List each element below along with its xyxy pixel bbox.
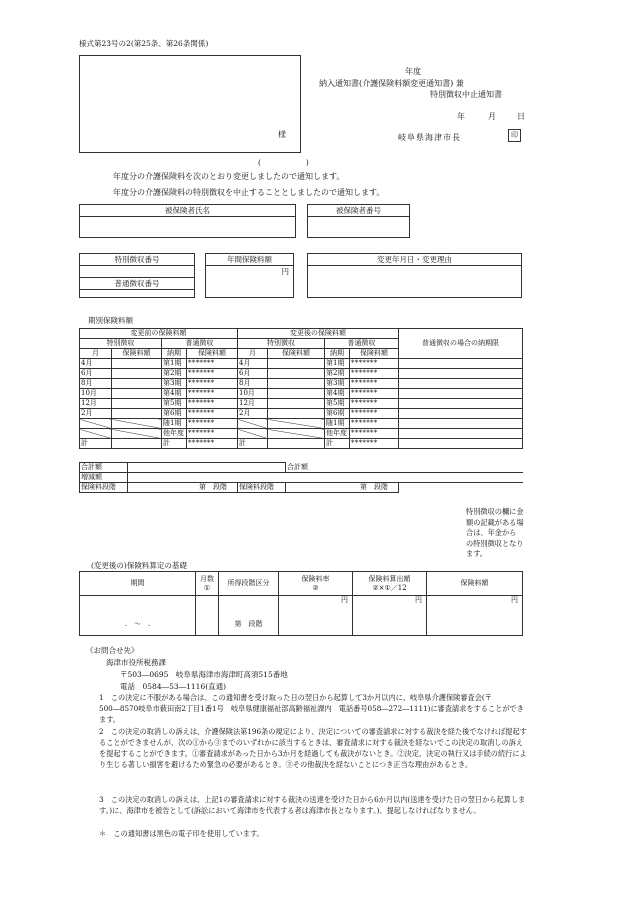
annual-premium-box [205,253,294,298]
masked-amount: ******* [350,439,399,449]
date-month: 月 [488,112,496,121]
basis-rate-yen: 円 [279,596,353,636]
sama-label: 様 [278,130,286,139]
table-row [80,419,523,429]
summary-table [79,462,523,493]
address-box [79,55,301,153]
term-cell: 第2期 [162,369,187,379]
level-value: 第 段階 [286,483,399,493]
total-cell: 計 [325,439,350,449]
insured-name-box [79,204,296,238]
note-4: ＊ この通知書は黒色の電子印を使用しています。 [99,829,264,838]
contact-address: 〒503―0695 岐阜県海津市海津町高須515番地 [120,670,288,679]
grand-total-after: 合計額 [286,463,523,473]
term-cell: 随1期 [325,419,350,429]
total-cell: 計 [80,439,112,449]
month-cell: 4月 [238,359,268,369]
change-reason-label: 変更年月日・変更理由 [308,254,521,266]
after-header: 変更後の保険料額 [238,329,399,339]
col-premium: 保険料額 [112,349,162,359]
table-row [80,389,523,399]
masked-amount: ******* [350,419,399,429]
before-normal-header: 普通徴収 [162,339,238,349]
basis-header-calc: 保険料算出額 ②×①／12 [353,572,427,596]
month-cell: 4月 [80,359,112,369]
annual-premium-yen: 円 [281,267,289,276]
intro-line1: 年度分の介護保険料を次のとおり変更しましたので通知します。 [113,172,345,181]
date-day: 日 [517,112,525,121]
masked-amount: ******* [350,429,399,439]
term-cell: 随1期 [162,419,187,429]
term-cell: 他年度 [162,429,187,439]
seal-stamp: 印 [508,129,521,142]
masked-amount: ******* [187,359,238,369]
annual-premium-label: 年間保険料額 [206,254,293,266]
note-2: 2 この決定の取消しの訴えは、介護保険法第196条の規定により、決定についての審査請求に対する裁決を経た後でなければ提起することができませんが、次の①から③までのいずれかに該当するときは、審査請求に対する裁決を経ないでこの決定の取消しの訴えを提起することができます。①審査請求があった日から3か月を経過しても裁決がないとき。②決定、決定の執行又は手続の続行により生じる著しい損害を避けるため緊急の必要があるとき。③その他裁決を経ないことにつき正当な理由があるとき。 [99,727,527,769]
contact-heading: 《お問合せ先》 [86,646,139,655]
collection-number-box [79,253,195,298]
basis-title: (変更後の)保険料算定の基礎 [91,561,187,570]
month-cell: 6月 [80,369,112,379]
note-3: 3 この決定の取消しの訴えは、上記1の審査請求に対する裁決の送達を受けた日から6か月以内(送達を受けた日の翌日から起算します。)に、海津市を被告として(訴訟において海津市を代表する者は海津市長となります。)、提起しなければなりません。 [99,795,526,815]
month-cell: 2月 [80,409,112,419]
period-table [79,328,523,449]
title-line1: 納入通知書(介護保険料額変更通知書) 兼 [319,79,464,88]
before-special-header: 特別徴収 [80,339,162,349]
term-cell: 第3期 [325,379,350,389]
basis-header-level: 所得段階区分 [219,572,279,596]
masked-amount: ******* [187,369,238,379]
table-row [80,439,523,449]
side-note: 特別徴収の欄に金額の記載がある場合は、年金から の特別徴収となります。 [466,507,524,558]
masked-amount: ******* [350,399,399,409]
month-cell: 8月 [80,379,112,389]
insured-number-box [307,204,410,238]
intro-line2: 年度分の介護保険料の特別徴収を中止することとしましたので通知します。 [113,188,385,197]
masked-amount: ******* [350,359,399,369]
table-row [80,409,523,419]
form-id: 様式第23号の2(第25条、第26条関係) [79,39,209,48]
level-label: 保険料段階 [238,483,286,493]
month-cell: 10月 [80,389,112,399]
masked-amount: ******* [187,419,238,429]
term-cell: 第1期 [325,359,350,369]
masked-amount: ******* [187,429,238,439]
col-premium: 保険料額 [268,349,325,359]
month-cell: 12月 [80,399,112,409]
note-1: 1 この決定に不服がある場合は、この通知書を受け取った日の翌日から起算して3か月以内に、岐阜県介護保険審査会(〒500―8570岐阜市薮田南2丁目1番1号 岐阜県健康福祉部高齢福祉課内 電話番号058―272―1111)に審査請求をすることができます。 [99,693,524,724]
basis-table [79,571,523,636]
basis-header-period: 期間 [80,572,196,596]
masked-amount: ******* [187,439,238,449]
after-special-header: 特別徴収 [238,339,325,349]
basis-header-premium: 保険料額 [427,572,523,596]
date-year: 年 [457,112,465,121]
term-cell: 第5期 [325,399,350,409]
col-month: 月 [80,349,112,359]
col-premium: 保険料額 [187,349,238,359]
title-line2: 特別徴収中止通知書 [430,90,502,99]
increase-decrease-label: 増減額 [80,473,128,483]
issuer: 岐阜県海津市長 [398,133,461,142]
basis-header-rate: 保険料率 ② [279,572,353,596]
deadline-header: 普通徴収の場合の納期限 [399,329,523,359]
masked-amount: ******* [350,409,399,419]
special-number-label: 特別徴収番号 [80,254,194,266]
month-cell: 10月 [238,389,268,399]
term-cell: 第4期 [162,389,187,399]
basis-calc-yen: 円 [353,596,427,636]
basis-period: . 〜 . [80,596,196,636]
term-cell: 第2期 [325,369,350,379]
normal-number-label: 普通徴収番号 [80,278,194,290]
month-cell: 6月 [238,369,268,379]
masked-amount: ******* [350,389,399,399]
table-row [80,379,523,389]
table-row [80,359,523,369]
basis-level: 第 段階 [219,596,279,636]
term-cell: 第1期 [162,359,187,369]
change-reason-box [307,253,522,298]
term-cell: 第3期 [162,379,187,389]
masked-amount: ******* [350,369,399,379]
grand-total-label: 合計額 [80,463,128,473]
term-cell: 第6期 [162,409,187,419]
term-cell: 第6期 [325,409,350,419]
table-row [80,369,523,379]
term-cell: 第4期 [325,389,350,399]
level-label: 保険料段階 [80,483,128,493]
total-cell: 計 [162,439,187,449]
masked-amount: ******* [350,379,399,389]
col-premium: 保険料額 [350,349,399,359]
contact-phone: 電話 0584―53―1116(直通) [120,682,227,691]
insured-number-label: 被保険者番号 [308,205,409,217]
level-value: 第 段階 [128,483,238,493]
insured-name-label: 被保険者氏名 [80,205,295,217]
year-label: 年度 [405,67,421,76]
basis-premium-yen: 円 [427,596,523,636]
masked-amount: ******* [187,399,238,409]
month-cell: 12月 [238,399,268,409]
masked-amount: ******* [187,409,238,419]
masked-amount: ******* [187,379,238,389]
col-term: 納期 [325,349,350,359]
term-cell: 他年度 [325,429,350,439]
basis-header-months: 月数 ① [196,572,219,596]
table-row [80,399,523,409]
col-term: 納期 [162,349,187,359]
col-month: 月 [238,349,268,359]
month-cell: 2月 [238,409,268,419]
period-section-title: 期別保険料額 [88,316,133,325]
masked-amount: ******* [187,389,238,399]
table-row [80,429,523,439]
term-cell: 第5期 [162,399,187,409]
after-normal-header: 普通徴収 [325,339,399,349]
paren-label: ( ) [258,158,309,167]
total-cell: 計 [238,439,268,449]
contact-dept: 海津市役所税務課 [106,658,166,667]
before-header: 変更前の保険料額 [80,329,238,339]
month-cell: 8月 [238,379,268,389]
